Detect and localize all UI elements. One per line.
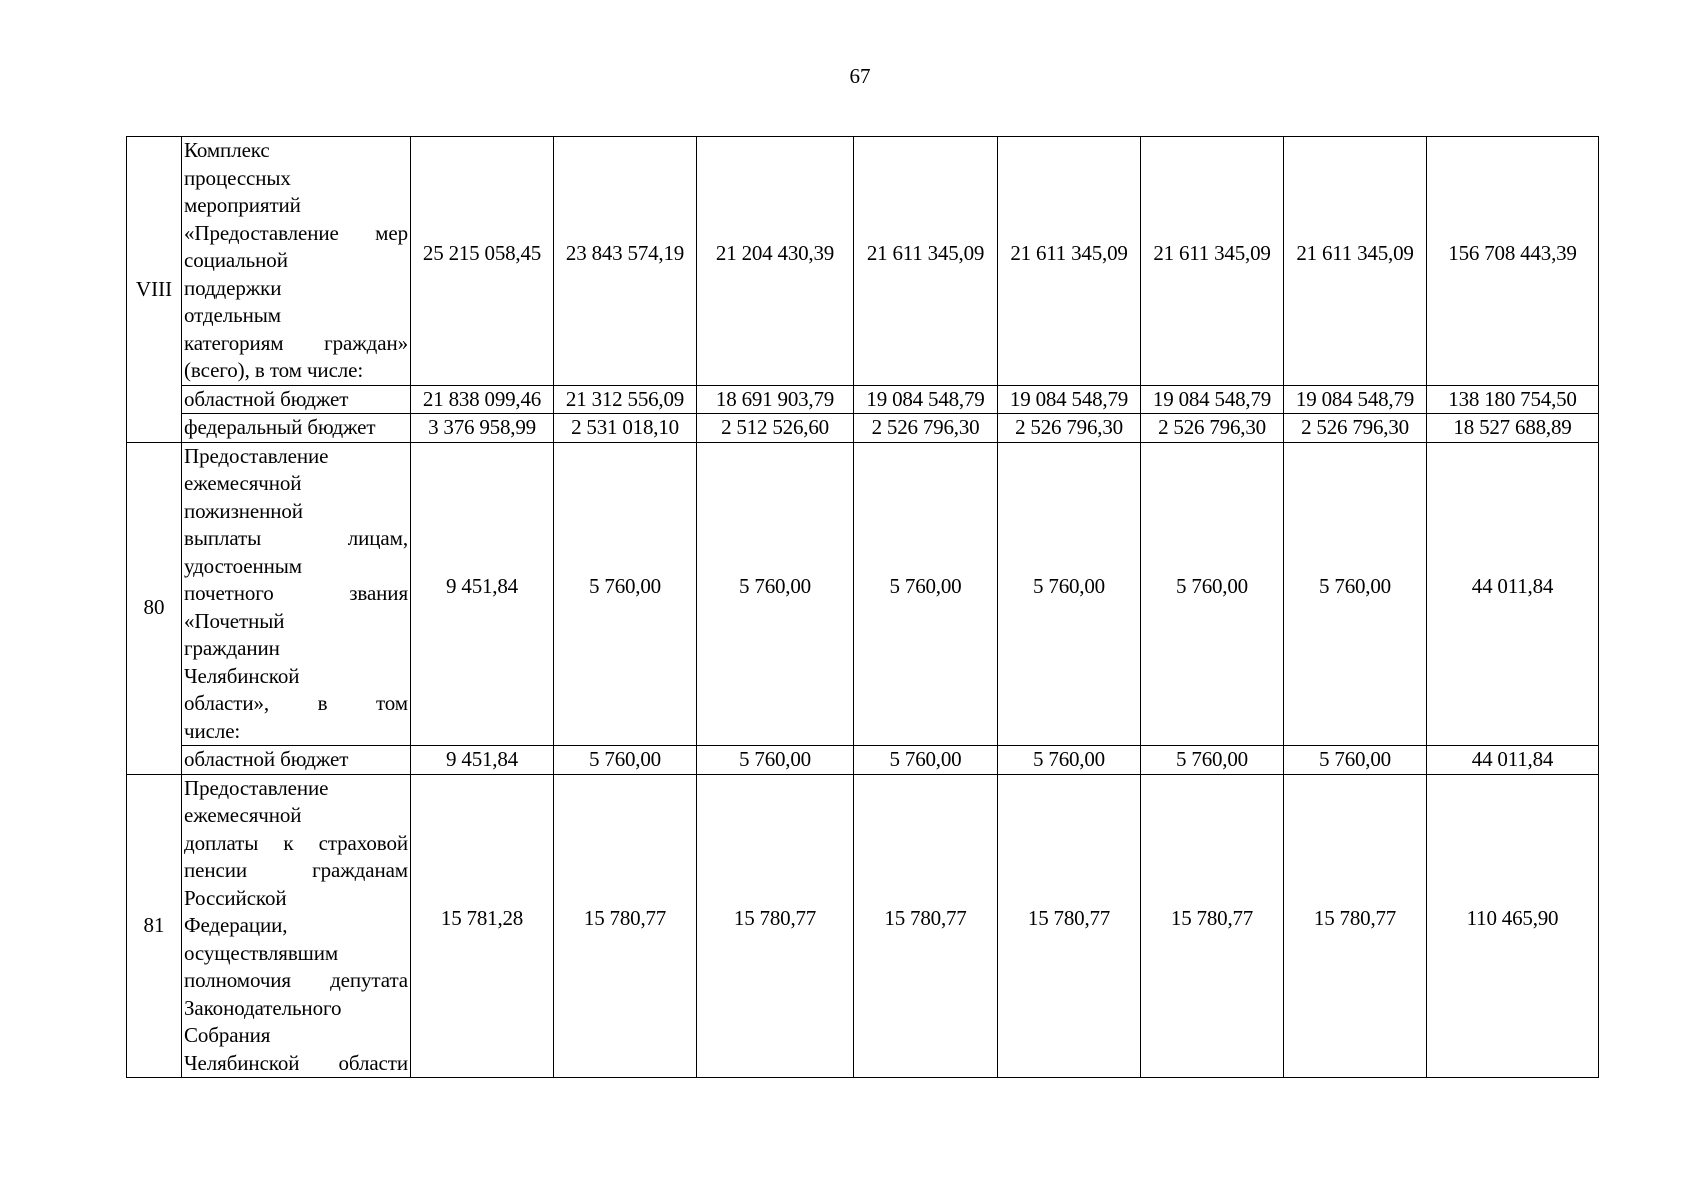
value-cell: 5 760,00 <box>697 442 854 746</box>
value-cell: 5 760,00 <box>854 746 998 775</box>
item-name <box>182 442 411 746</box>
item-name-line: Комплекс <box>184 138 270 162</box>
item-name-line: Челябинской области <box>184 1050 408 1075</box>
value-cell: 2 531 018,10 <box>554 414 697 443</box>
item-name-line: Предоставление <box>184 443 329 468</box>
value-cell: 19 084 548,79 <box>1141 385 1284 414</box>
item-name-line: пенсии гражданам <box>184 858 408 882</box>
value-cell: 5 760,00 <box>998 746 1141 775</box>
value-cell: 15 780,77 <box>697 774 854 1078</box>
item-name-line: полномочия депутата <box>184 968 408 992</box>
value-cell: 9 451,84 <box>411 746 554 775</box>
value-cell: 5 760,00 <box>998 442 1141 746</box>
value-cell: 19 084 548,79 <box>854 385 998 414</box>
value-cell: 3 376 958,99 <box>411 414 554 443</box>
value-cell: 2 512 526,60 <box>697 414 854 443</box>
value-total: 138 180 754,50 <box>1427 385 1599 414</box>
item-name-line: Предоставление <box>184 775 329 800</box>
page-number: 67 <box>849 64 871 88</box>
value-cell: 5 760,00 <box>697 746 854 775</box>
item-name-line: (всего), в том числе: <box>184 358 364 382</box>
value-cell: 23 843 574,19 <box>554 137 697 386</box>
budget-source-name: федеральный бюджет <box>182 414 411 443</box>
value-cell: 21 204 430,39 <box>697 137 854 386</box>
item-name-line: «Почетный <box>184 608 285 633</box>
value-cell: 21 611 345,09 <box>1284 137 1427 386</box>
budget-table <box>126 136 1599 1078</box>
value-cell: 5 760,00 <box>1284 442 1427 746</box>
value-cell: 5 760,00 <box>1284 746 1427 775</box>
row-number: 80 <box>127 442 182 774</box>
value-cell: 25 215 058,45 <box>411 137 554 386</box>
item-name-line: Законодательного <box>184 995 342 1020</box>
value-cell: 15 780,77 <box>854 774 998 1078</box>
value-cell: 21 611 345,09 <box>854 137 998 386</box>
value-cell: 5 760,00 <box>1141 746 1284 775</box>
item-name-line: Челябинской <box>184 663 300 688</box>
value-cell: 15 780,77 <box>998 774 1141 1078</box>
value-cell: 15 780,77 <box>1141 774 1284 1078</box>
item-name-line: гражданин <box>184 636 280 660</box>
item-name-line: удостоенным <box>184 553 302 578</box>
table-row-subtotal <box>127 385 1599 414</box>
item-name-line: Российской <box>184 885 287 910</box>
table-row <box>127 137 1599 386</box>
item-name-line: процессных <box>184 165 291 190</box>
table-row <box>127 774 1599 1078</box>
item-name-line: «Предоставление мер <box>184 220 408 245</box>
budget-source-name: областной бюджет <box>182 746 411 775</box>
item-name-line: поддержки <box>184 275 282 300</box>
value-cell: 19 084 548,79 <box>998 385 1141 414</box>
value-cell: 15 780,77 <box>1284 774 1427 1078</box>
table-row <box>127 442 1599 746</box>
value-total: 18 527 688,89 <box>1427 414 1599 443</box>
item-name-line: отдельным <box>184 303 281 327</box>
value-cell: 2 526 796,30 <box>998 414 1141 443</box>
value-cell: 15 781,28 <box>411 774 554 1078</box>
value-cell: 19 084 548,79 <box>1284 385 1427 414</box>
table-body <box>127 137 1599 1078</box>
value-cell: 2 526 796,30 <box>1141 414 1284 443</box>
value-cell: 2 526 796,30 <box>854 414 998 443</box>
item-name-line: Собрания <box>184 1023 271 1047</box>
value-total: 44 011,84 <box>1427 442 1599 746</box>
item-name-line: почетного звания <box>184 581 408 605</box>
table-row-subtotal <box>127 414 1599 443</box>
value-cell: 15 780,77 <box>554 774 697 1078</box>
value-total: 110 465,90 <box>1427 774 1599 1078</box>
item-name-line: числе: <box>184 718 241 743</box>
item-name-line: осуществлявшим <box>184 940 339 965</box>
value-cell: 21 611 345,09 <box>1141 137 1284 386</box>
value-cell: 21 838 099,46 <box>411 385 554 414</box>
item-name-line: области», в том <box>184 691 408 715</box>
value-total: 156 708 443,39 <box>1427 137 1599 386</box>
item-name <box>182 774 411 1078</box>
item-name-line: ежемесячной <box>184 471 302 495</box>
value-cell: 2 526 796,30 <box>1284 414 1427 443</box>
table-row-subtotal <box>127 746 1599 775</box>
item-name-line: пожизненной <box>184 498 303 523</box>
item-name-line: мероприятий <box>184 193 301 217</box>
value-cell: 5 760,00 <box>1141 442 1284 746</box>
value-total: 44 011,84 <box>1427 746 1599 775</box>
row-number: 81 <box>127 774 182 1078</box>
row-number: VIII <box>127 137 182 443</box>
value-cell: 9 451,84 <box>411 442 554 746</box>
item-name <box>182 137 411 386</box>
value-cell: 21 611 345,09 <box>998 137 1141 386</box>
item-name-line: выплаты лицам, <box>184 526 408 550</box>
budget-source-name: областной бюджет <box>182 385 411 414</box>
item-name-line: ежемесячной <box>184 803 302 827</box>
item-name-line: Федерации, <box>184 913 288 937</box>
value-cell: 18 691 903,79 <box>697 385 854 414</box>
value-cell: 5 760,00 <box>854 442 998 746</box>
value-cell: 5 760,00 <box>554 442 697 746</box>
value-cell: 5 760,00 <box>554 746 697 775</box>
value-cell: 21 312 556,09 <box>554 385 697 414</box>
item-name-line: доплаты к страховой <box>184 830 408 855</box>
item-name-line: категориям граждан» <box>184 330 408 355</box>
item-name-line: социальной <box>184 248 288 272</box>
